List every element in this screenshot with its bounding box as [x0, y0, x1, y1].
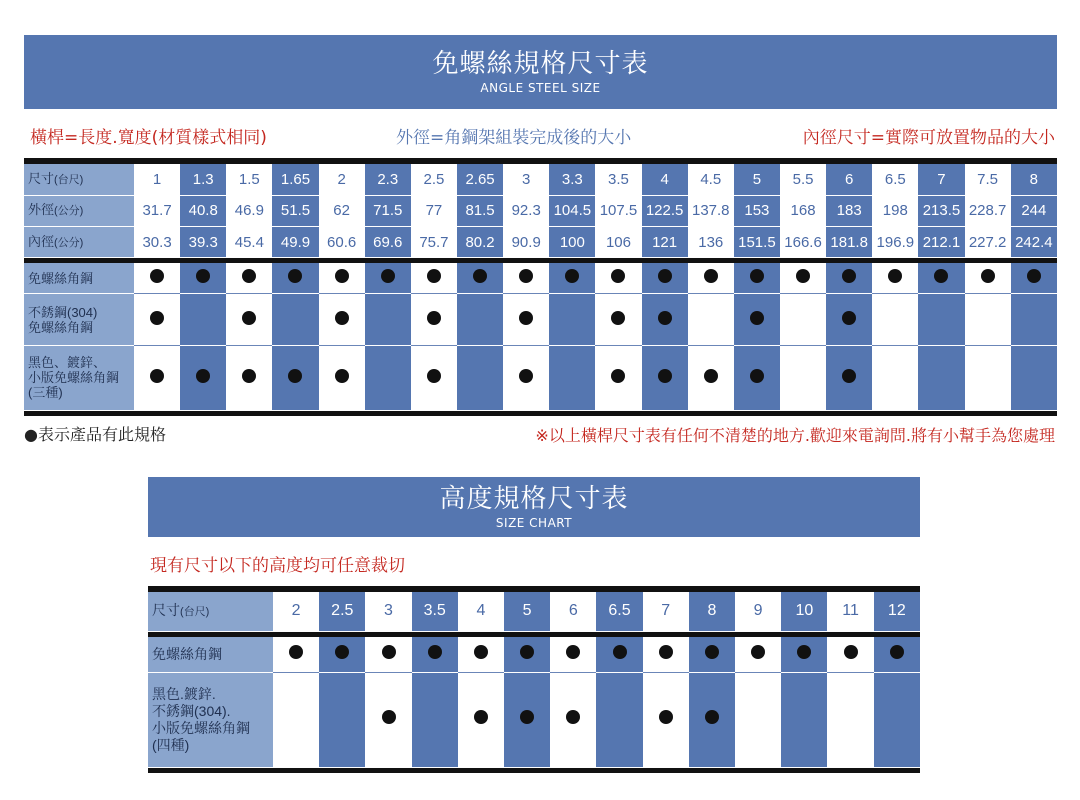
- avail-cell: [549, 294, 595, 346]
- outer-cell: 244: [1011, 195, 1057, 226]
- outer-cell: 198: [872, 195, 918, 226]
- size-cell: 6.5: [872, 164, 918, 195]
- avail-cell: [458, 672, 504, 767]
- avail-cell: [874, 672, 920, 767]
- available-dot: [519, 369, 533, 383]
- available-dot: [520, 710, 534, 724]
- avail-cell: [319, 263, 365, 293]
- outer-cell: 40.8: [180, 195, 226, 226]
- avail-cell: [642, 346, 688, 411]
- label-height-size-unit: (台尺): [180, 605, 210, 618]
- size-cell: 2.65: [457, 164, 503, 195]
- avail-cell: [180, 263, 226, 293]
- label-outer-text: 外徑: [28, 202, 55, 218]
- label-avail-standard: 免螺絲角鋼: [24, 263, 134, 293]
- note-inner-diameter: 內徑尺寸=實際可放置物品的大小: [802, 128, 1055, 148]
- available-dot: [427, 369, 441, 383]
- available-dot: [150, 269, 164, 283]
- label-inner-text: 內徑: [28, 233, 55, 249]
- avail-cell: [688, 294, 734, 346]
- available-dot: [659, 710, 673, 724]
- available-dot: [797, 645, 811, 659]
- avail-cell: [872, 263, 918, 293]
- available-dot: [888, 269, 902, 283]
- available-dot: [242, 269, 256, 283]
- available-dot: [150, 311, 164, 325]
- angle-steel-title: 免螺絲規格尺寸表: [432, 49, 649, 79]
- avail-cell: [1011, 346, 1057, 411]
- outer-cell: 62: [319, 195, 365, 226]
- size-cell: 1: [134, 164, 180, 195]
- avail-cell: [365, 672, 411, 767]
- height-size-cell: 3.5: [412, 592, 458, 631]
- size-cell: 8: [1011, 164, 1057, 195]
- label-outer-unit: (公分): [54, 205, 84, 218]
- avail-cell: [226, 346, 272, 411]
- avail-cell: [411, 346, 457, 411]
- avail-cell: [596, 672, 642, 767]
- height-size-cell: 2: [273, 592, 319, 631]
- available-dot: [288, 269, 302, 283]
- inner-cell: 106: [595, 226, 641, 257]
- outer-cell: 71.5: [365, 195, 411, 226]
- available-dot: [704, 369, 718, 383]
- avail-cell: [735, 637, 781, 672]
- inner-cell: 100: [549, 226, 595, 257]
- avail-cell: [688, 263, 734, 293]
- available-dot: [381, 269, 395, 283]
- avail-cell: [550, 672, 596, 767]
- avail-cell: [826, 263, 872, 293]
- available-dot: [335, 369, 349, 383]
- avail-cell: [781, 672, 827, 767]
- size-cell: 1.5: [226, 164, 272, 195]
- available-dot: [566, 710, 580, 724]
- table-separator: [148, 767, 920, 773]
- avail-cell: [1011, 294, 1057, 346]
- avail-cell: [596, 637, 642, 672]
- available-dot: [751, 645, 765, 659]
- outer-cell: 122.5: [642, 195, 688, 226]
- label-height-avail-four: 黑色.鍍鋅. 不銹鋼(304). 小版免螺絲角鋼 (四種): [148, 672, 273, 767]
- height-size-cell: 2.5: [319, 592, 365, 631]
- outer-cell: 104.5: [549, 195, 595, 226]
- outer-cell: 77: [411, 195, 457, 226]
- avail-cell: [595, 294, 641, 346]
- available-dot: [519, 311, 533, 325]
- avail-cell: [918, 346, 964, 411]
- contact-note: ※以上橫桿尺寸表有任何不清楚的地方.歡迎來電詢問.將有小幫手為您處理: [535, 426, 1055, 445]
- available-dot: [335, 269, 349, 283]
- available-dot: [427, 311, 441, 325]
- available-dot: [705, 710, 719, 724]
- avail-cell: [781, 637, 827, 672]
- size-cell: 4: [642, 164, 688, 195]
- inner-cell: 121: [642, 226, 688, 257]
- height-size-subtitle: SIZE CHART: [495, 516, 573, 530]
- size-cell: 2.3: [365, 164, 411, 195]
- avail-cell: [412, 637, 458, 672]
- inner-cell: 136: [688, 226, 734, 257]
- avail-cell: [273, 672, 319, 767]
- inner-cell: 45.4: [226, 226, 272, 257]
- available-dot: [335, 645, 349, 659]
- available-dot: [611, 369, 625, 383]
- label-size-text: 尺寸: [28, 170, 55, 186]
- height-size-cell: 8: [689, 592, 735, 631]
- available-dot: [289, 645, 303, 659]
- avail-cell: [226, 294, 272, 346]
- avail-cell: [457, 294, 503, 346]
- avail-cell: [272, 294, 318, 346]
- inner-cell: 75.7: [411, 226, 457, 257]
- avail-cell: [319, 294, 365, 346]
- available-dot: [750, 369, 764, 383]
- avail-cell: [780, 263, 826, 293]
- separator-cell: [24, 410, 1057, 416]
- avail-cell: [457, 346, 503, 411]
- size-cell: 6: [826, 164, 872, 195]
- avail-cell: [734, 346, 780, 411]
- avail-cell: [319, 637, 365, 672]
- label-height-size: [148, 592, 273, 631]
- inner-cell: 242.4: [1011, 226, 1057, 257]
- avail-cell: [826, 294, 872, 346]
- avail-cell: [458, 637, 504, 672]
- available-dot: [474, 710, 488, 724]
- size-cell: 3: [503, 164, 549, 195]
- note-cut-to-height: 現有尺寸以下的高度均可任意裁切: [150, 556, 405, 576]
- height-size-cell: 12: [874, 592, 920, 631]
- avail-cell: [365, 294, 411, 346]
- avail-cell: [780, 346, 826, 411]
- height-size-banner: [148, 477, 920, 537]
- row-height-avail-four: [148, 672, 920, 767]
- avail-cell: [872, 346, 918, 411]
- outer-cell: 46.9: [226, 195, 272, 226]
- height-size-title: 高度規格尺寸表: [439, 484, 629, 514]
- available-dot: [842, 369, 856, 383]
- size-cell: 1.65: [272, 164, 318, 195]
- avail-cell: [734, 263, 780, 293]
- inner-cell: 39.3: [180, 226, 226, 257]
- available-dot: [288, 369, 302, 383]
- note-crossbar: 橫桿=長度.寬度(材質樣式相同): [30, 128, 267, 148]
- available-dot: [566, 645, 580, 659]
- size-cell: 3.5: [595, 164, 641, 195]
- avail-cell: [412, 672, 458, 767]
- angle-steel-size-table: [24, 158, 1057, 416]
- outer-cell: 213.5: [918, 195, 964, 226]
- avail-cell: [965, 263, 1011, 293]
- avail-cell: [874, 637, 920, 672]
- size-cell: 3.3: [549, 164, 595, 195]
- avail-cell: [689, 637, 735, 672]
- separator-cell: [148, 767, 920, 773]
- avail-cell: [180, 346, 226, 411]
- row-avail-standard: [24, 263, 1057, 293]
- height-size-cell: 4: [458, 592, 504, 631]
- label-size-unit: (台尺): [54, 173, 84, 186]
- avail-cell: [595, 346, 641, 411]
- outer-cell: 107.5: [595, 195, 641, 226]
- avail-cell: [642, 263, 688, 293]
- avail-cell: [503, 346, 549, 411]
- avail-cell: [595, 263, 641, 293]
- outer-cell: 168: [780, 195, 826, 226]
- row-height-avail-standard: [148, 637, 920, 672]
- outer-cell: 51.5: [272, 195, 318, 226]
- height-size-cell: 9: [735, 592, 781, 631]
- avail-cell: [457, 263, 503, 293]
- avail-cell: [273, 637, 319, 672]
- avail-cell: [643, 672, 689, 767]
- available-dot: [427, 269, 441, 283]
- available-dot: [842, 311, 856, 325]
- outer-cell: 228.7: [965, 195, 1011, 226]
- avail-cell: [134, 263, 180, 293]
- inner-cell: 196.9: [872, 226, 918, 257]
- avail-cell: [918, 294, 964, 346]
- available-dot: [611, 311, 625, 325]
- available-dot: [658, 369, 672, 383]
- height-size-cell: 3: [365, 592, 411, 631]
- height-size-cell: 6.5: [596, 592, 642, 631]
- outer-cell: 137.8: [688, 195, 734, 226]
- available-dot: [196, 369, 210, 383]
- inner-cell: 69.6: [365, 226, 411, 257]
- angle-steel-banner: [24, 35, 1057, 109]
- label-avail-three: 黑色、鍍鋅、 小版免螺絲角鋼 (三種): [24, 346, 134, 411]
- available-dot: [382, 710, 396, 724]
- outer-cell: 31.7: [134, 195, 180, 226]
- inner-cell: 166.6: [780, 226, 826, 257]
- available-dot: [704, 269, 718, 283]
- note-outer-diameter: 外徑=角鋼架組裝完成後的大小: [396, 128, 632, 148]
- outer-cell: 92.3: [503, 195, 549, 226]
- avail-cell: [688, 346, 734, 411]
- size-cell: 2: [319, 164, 365, 195]
- inner-cell: 181.8: [826, 226, 872, 257]
- label-outer: [24, 195, 134, 226]
- avail-cell: [503, 294, 549, 346]
- size-cell: 5: [734, 164, 780, 195]
- size-cell: 4.5: [688, 164, 734, 195]
- avail-cell: [780, 294, 826, 346]
- avail-cell: [504, 637, 550, 672]
- avail-cell: [180, 294, 226, 346]
- avail-cell: [965, 294, 1011, 346]
- avail-cell: [365, 637, 411, 672]
- inner-cell: 49.9: [272, 226, 318, 257]
- height-size-cell: 11: [827, 592, 873, 631]
- height-size-cell: 5: [504, 592, 550, 631]
- label-avail-stainless: 不銹鋼(304) 免螺絲角鋼: [24, 294, 134, 346]
- size-cell: 5.5: [780, 164, 826, 195]
- inner-cell: 151.5: [734, 226, 780, 257]
- available-dot: [611, 269, 625, 283]
- available-dot: [150, 369, 164, 383]
- avail-cell: [411, 294, 457, 346]
- outer-cell: 153: [734, 195, 780, 226]
- outer-cell: 81.5: [457, 195, 503, 226]
- avail-cell: [918, 263, 964, 293]
- avail-cell: [827, 637, 873, 672]
- inner-cell: 212.1: [918, 226, 964, 257]
- avail-cell: [1011, 263, 1057, 293]
- avail-cell: [550, 637, 596, 672]
- available-dot: [890, 645, 904, 659]
- avail-cell: [226, 263, 272, 293]
- table-separator: [24, 410, 1057, 416]
- available-dot: [519, 269, 533, 283]
- row-outer: [24, 195, 1057, 226]
- label-inner-unit: (公分): [54, 236, 84, 249]
- avail-cell: [365, 346, 411, 411]
- row-height-size: [148, 592, 920, 631]
- height-size-cell: 7: [643, 592, 689, 631]
- available-dot: [842, 269, 856, 283]
- label-inner: [24, 226, 134, 257]
- avail-cell: [826, 346, 872, 411]
- size-cell: 7: [918, 164, 964, 195]
- available-dot: [474, 645, 488, 659]
- size-cell: 2.5: [411, 164, 457, 195]
- row-size: [24, 164, 1057, 195]
- available-dot: [659, 645, 673, 659]
- height-size-cell: 6: [550, 592, 596, 631]
- avail-cell: [503, 263, 549, 293]
- available-dot: [750, 311, 764, 325]
- available-dot: [242, 311, 256, 325]
- available-dot: [981, 269, 995, 283]
- avail-cell: [965, 346, 1011, 411]
- avail-cell: [735, 672, 781, 767]
- inner-cell: 227.2: [965, 226, 1011, 257]
- available-dot: [565, 269, 579, 283]
- avail-cell: [689, 672, 735, 767]
- available-dot: [382, 645, 396, 659]
- size-cell: 1.3: [180, 164, 226, 195]
- avail-cell: [643, 637, 689, 672]
- available-dot: [750, 269, 764, 283]
- available-dot: [1027, 269, 1041, 283]
- label-size: [24, 164, 134, 195]
- available-dot: [473, 269, 487, 283]
- available-dot: [658, 311, 672, 325]
- available-dot: [520, 645, 534, 659]
- avail-cell: [549, 263, 595, 293]
- row-inner: [24, 226, 1057, 257]
- avail-cell: [734, 294, 780, 346]
- avail-cell: [411, 263, 457, 293]
- avail-cell: [134, 294, 180, 346]
- outer-cell: 183: [826, 195, 872, 226]
- avail-cell: [365, 263, 411, 293]
- avail-cell: [872, 294, 918, 346]
- inner-cell: 30.3: [134, 226, 180, 257]
- available-dot: [242, 369, 256, 383]
- available-dot: [844, 645, 858, 659]
- avail-cell: [272, 263, 318, 293]
- height-size-table: [148, 586, 920, 773]
- available-dot: [705, 645, 719, 659]
- avail-cell: [272, 346, 318, 411]
- inner-cell: 80.2: [457, 226, 503, 257]
- avail-cell: [319, 672, 365, 767]
- available-dot: [335, 311, 349, 325]
- avail-cell: [319, 346, 365, 411]
- avail-cell: [549, 346, 595, 411]
- legend-note: ●表示產品有此規格: [24, 425, 166, 444]
- available-dot: [934, 269, 948, 283]
- available-dot: [796, 269, 810, 283]
- avail-cell: [642, 294, 688, 346]
- avail-cell: [827, 672, 873, 767]
- angle-steel-subtitle: ANGLE STEEL SIZE: [480, 81, 601, 95]
- label-height-size-text: 尺寸: [152, 601, 180, 618]
- row-avail-three: [24, 346, 1057, 411]
- available-dot: [428, 645, 442, 659]
- inner-cell: 60.6: [319, 226, 365, 257]
- row-avail-stainless: [24, 294, 1057, 346]
- available-dot: [196, 269, 210, 283]
- available-dot: [613, 645, 627, 659]
- avail-cell: [504, 672, 550, 767]
- available-dot: [658, 269, 672, 283]
- avail-cell: [134, 346, 180, 411]
- label-height-avail-standard: 免螺絲角鋼: [148, 637, 273, 672]
- size-cell: 7.5: [965, 164, 1011, 195]
- height-size-cell: 10: [781, 592, 827, 631]
- inner-cell: 90.9: [503, 226, 549, 257]
